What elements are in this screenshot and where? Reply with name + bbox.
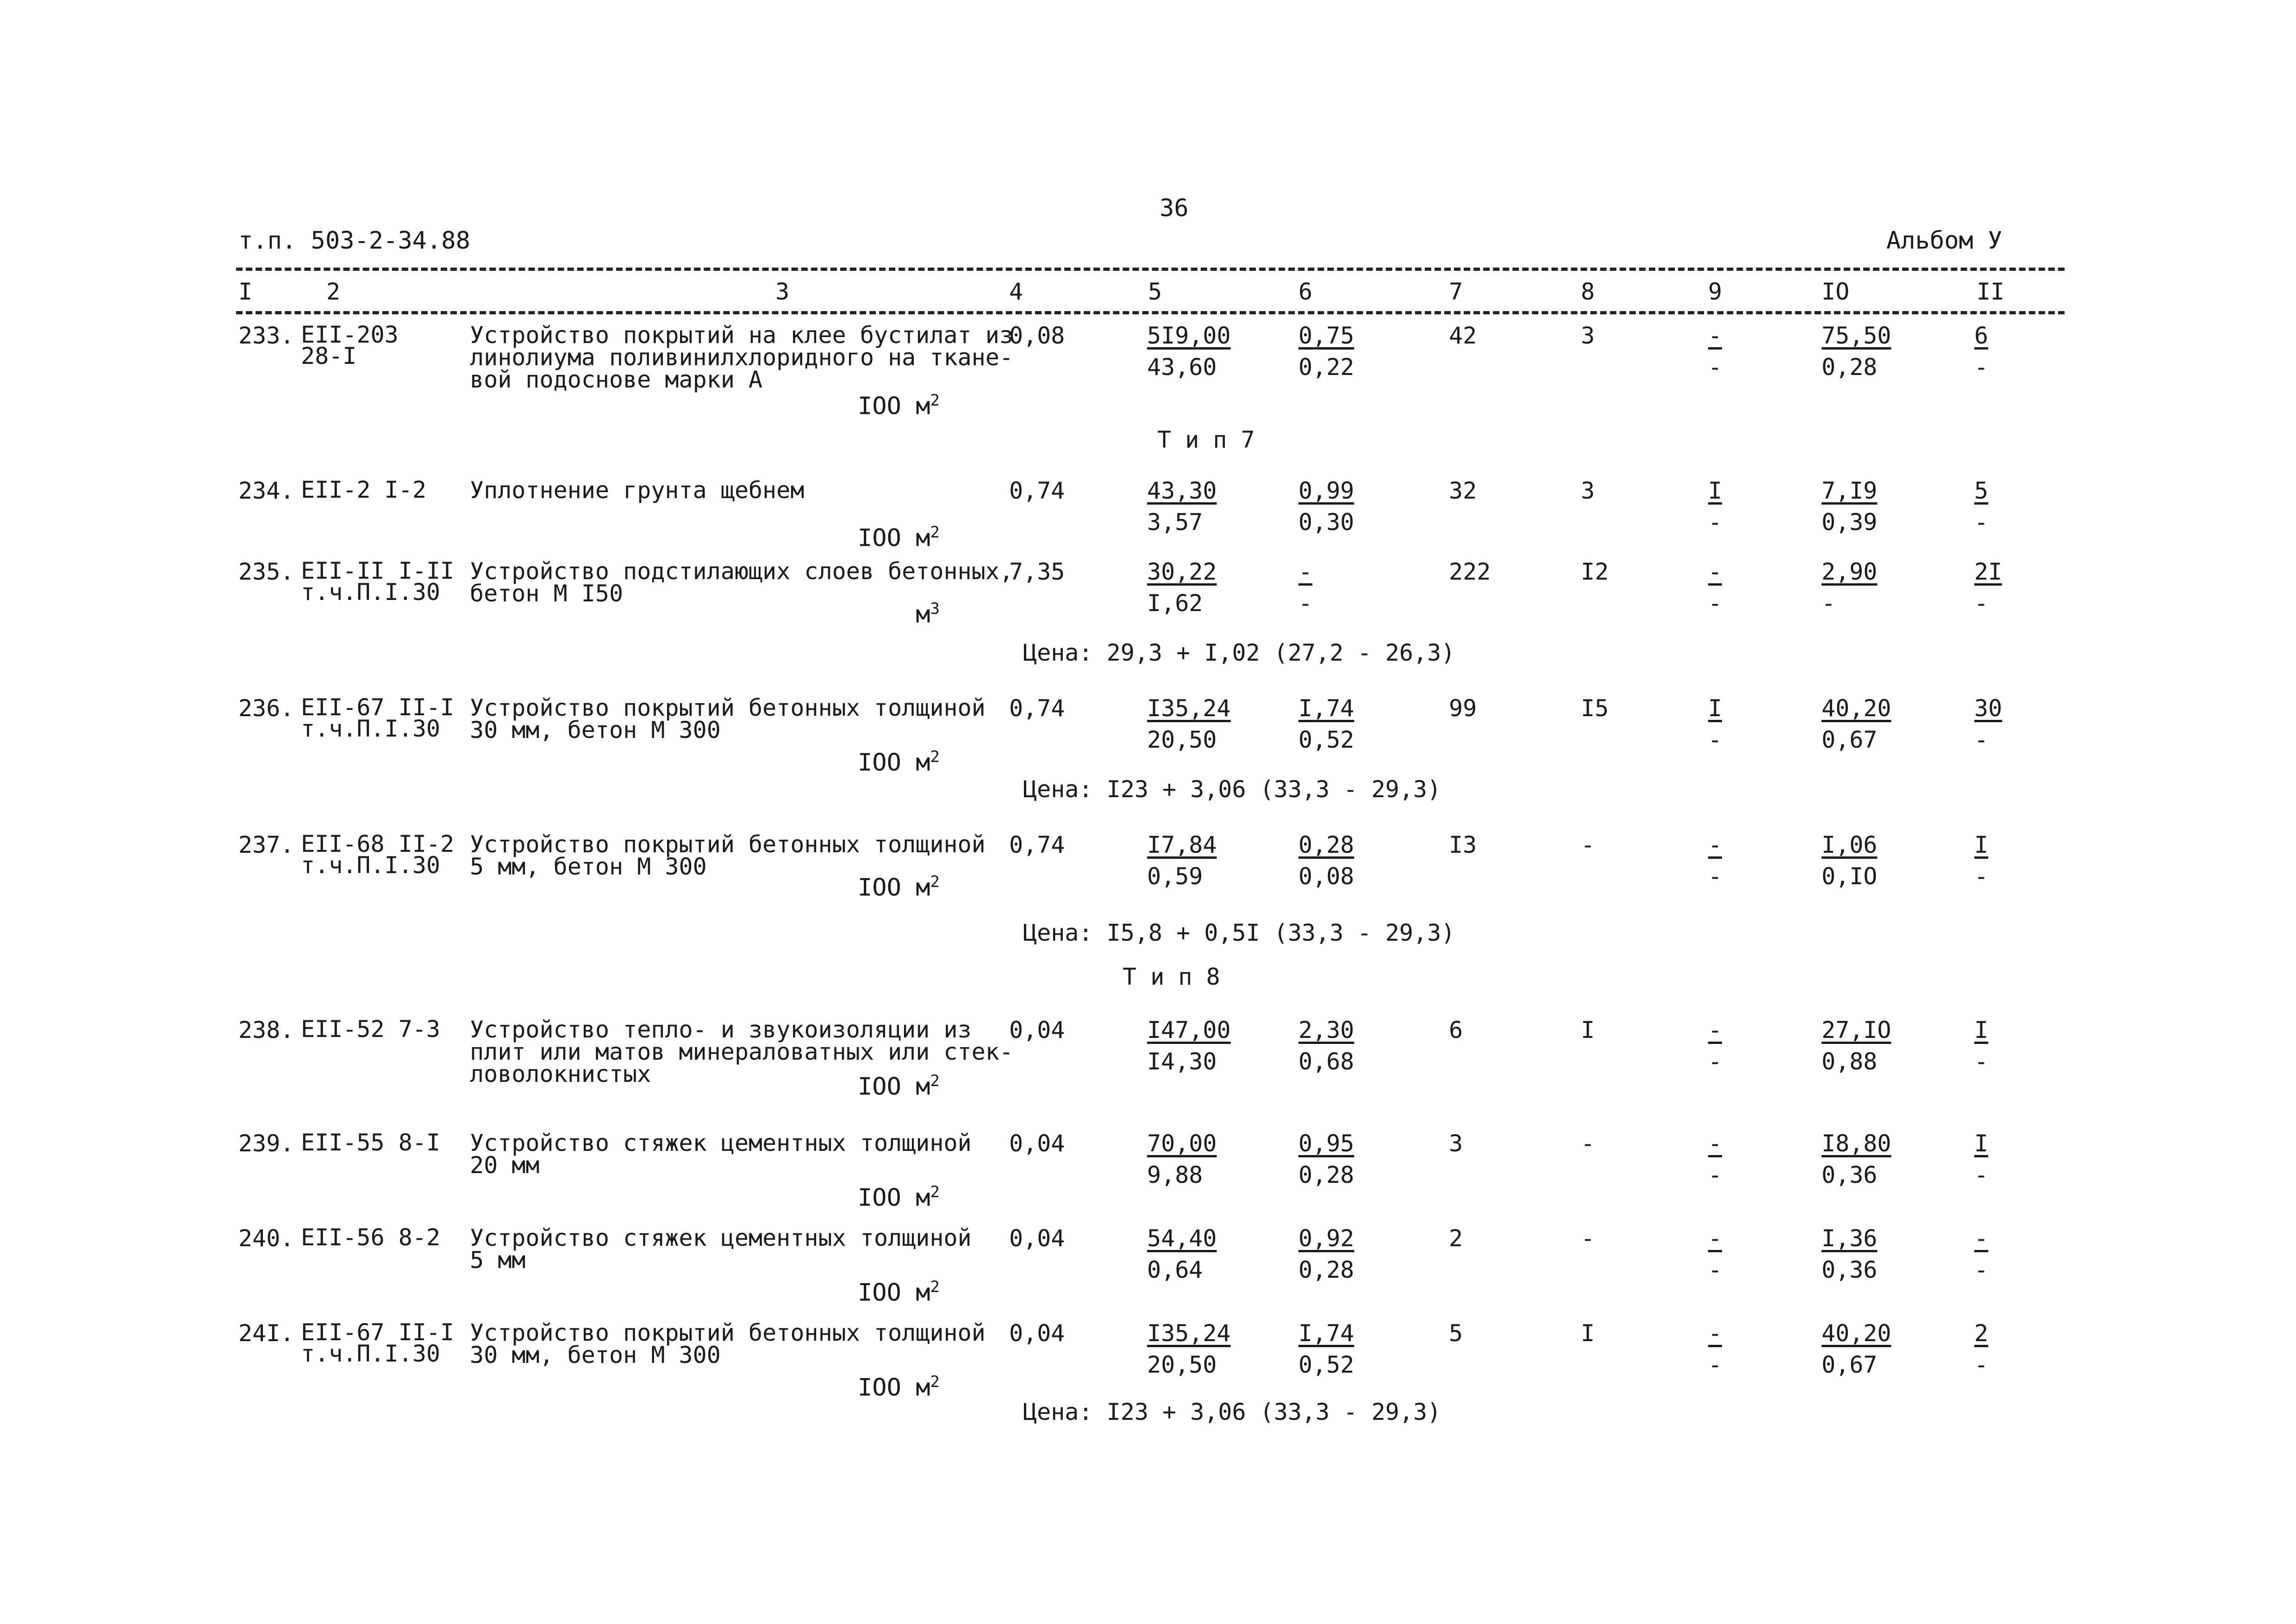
row-description: Устройство тепло- и звукоизоляции из плит или матов минераловатных или стек- ловолокнистых — [470, 1016, 1013, 1087]
row-value-col9-top: - — [1708, 1130, 1722, 1157]
row-description: Устройство стяжек цементных толщиной 20 мм — [470, 1130, 972, 1179]
column-header-4: 4 — [1009, 278, 1023, 305]
row-value-col8: - — [1581, 831, 1595, 858]
row-value-col5-top: I35,24 — [1147, 1320, 1231, 1347]
row-unit: IOO $м^2$ — [857, 748, 940, 777]
row-value-col4: 0,74 — [1009, 831, 1065, 858]
row-value-col10-top: 75,50 — [1822, 322, 1891, 349]
row-value-col9-bottom: - — [1708, 1162, 1722, 1188]
row-value-col5-bottom: 20,50 — [1147, 1351, 1217, 1378]
row-value-col4: 0,08 — [1009, 322, 1065, 349]
row-value-col10-top: I,36 — [1822, 1225, 1878, 1252]
row-value-col6-top: 0,28 — [1298, 831, 1354, 858]
row-value-col7: 32 — [1449, 477, 1477, 504]
row-value-col10-top: I,06 — [1822, 831, 1878, 858]
row-code: ЕII-55 8-I — [301, 1129, 441, 1156]
row-value-col10-bottom: 0,36 — [1822, 1162, 1878, 1188]
row-description: Устройство подстилающих слоев бетонных, бетон М I50 — [470, 558, 1013, 607]
row-value-col9-top: - — [1708, 322, 1722, 349]
row-value-col9-bottom: - — [1708, 1048, 1722, 1075]
row-value-col9-bottom: - — [1708, 863, 1722, 890]
row-unit: IOO $м^2$ — [857, 523, 940, 552]
row-value-col6-bottom: 0,22 — [1298, 354, 1354, 381]
row-value-col5-bottom: 9,88 — [1147, 1162, 1203, 1188]
row-value-col11-bottom: - — [1974, 354, 1989, 381]
row-value-col11-bottom: - — [1974, 1162, 1989, 1188]
row-value-col6-bottom: - — [1298, 590, 1313, 617]
album-label: Альбом У — [1886, 227, 2003, 255]
row-value-col6-top: I,74 — [1298, 1320, 1354, 1347]
row-value-col11-bottom: - — [1974, 1048, 1989, 1075]
row-value-col11-top: 2I — [1974, 558, 2003, 585]
row-value-col5-bottom: 0,59 — [1147, 863, 1203, 890]
row-value-col9-bottom: - — [1708, 1351, 1722, 1378]
row-value-col5-top: I35,24 — [1147, 695, 1231, 722]
column-header-5: 5 — [1148, 278, 1162, 305]
row-value-col7: 222 — [1449, 558, 1491, 585]
document-code: т.п. 503-2-34.88 — [238, 227, 470, 255]
row-value-col4: 0,04 — [1009, 1130, 1065, 1157]
row-value-col4: 0,74 — [1009, 477, 1065, 504]
row-value-col10-top: 2,90 — [1822, 558, 1878, 585]
row-value-col9-bottom: - — [1708, 509, 1722, 536]
header-rule-bottom — [236, 311, 2065, 314]
row-unit: IOO $м^2$ — [857, 391, 940, 420]
row-number: 233. — [238, 322, 294, 349]
row-value-col11-top: 2 — [1974, 1320, 1989, 1347]
row-price-note: Цена: I5,8 + 0,5I (33,3 - 29,3) — [1023, 919, 1455, 946]
row-value-col6-bottom: 0,30 — [1298, 509, 1354, 536]
row-value-col6-top: 0,99 — [1298, 477, 1354, 504]
row-value-col8: - — [1581, 1130, 1595, 1157]
row-unit: IOO $м^2$ — [857, 1072, 940, 1101]
row-value-col9-bottom: - — [1708, 726, 1722, 753]
row-value-col5-bottom: 20,50 — [1147, 726, 1217, 753]
row-value-col6-bottom: 0,28 — [1298, 1162, 1354, 1188]
row-value-col10-bottom: 0,28 — [1822, 354, 1878, 381]
row-value-col11-top: 5 — [1974, 477, 1989, 504]
row-value-col10-bottom: 0,36 — [1822, 1256, 1878, 1283]
row-value-col8: 3 — [1581, 477, 1595, 504]
row-value-col4: 0,74 — [1009, 695, 1065, 722]
row-value-col11-bottom: - — [1974, 1256, 1989, 1283]
row-value-col4: 0,04 — [1009, 1017, 1065, 1043]
row-value-col5-top: 54,40 — [1147, 1225, 1217, 1252]
column-header-2: 2 — [326, 278, 341, 305]
row-value-col6-bottom: 0,52 — [1298, 726, 1354, 753]
row-value-col9-top: I — [1708, 695, 1722, 722]
row-value-col5-bottom: 43,60 — [1147, 354, 1217, 381]
row-value-col7: 2 — [1449, 1225, 1463, 1252]
row-value-col11-bottom: - — [1974, 863, 1989, 890]
row-unit: $м^3$ — [916, 600, 940, 629]
row-code: ЕII-203 28-I — [301, 321, 399, 369]
row-value-col10-bottom: 0,67 — [1822, 726, 1878, 753]
row-value-col11-bottom: - — [1974, 509, 1989, 536]
row-value-col7: 99 — [1449, 695, 1477, 722]
row-price-note: Цена: 29,3 + I,02 (27,2 - 26,3) — [1023, 639, 1455, 666]
row-description: Устройство стяжек цементных толщиной 5 мм — [470, 1224, 972, 1274]
column-header-9: 9 — [1708, 278, 1722, 305]
row-value-col6-top: 0,92 — [1298, 1225, 1354, 1252]
column-header-7: 7 — [1449, 278, 1463, 305]
row-value-col9-top: - — [1708, 1225, 1722, 1252]
row-value-col9-top: I — [1708, 477, 1722, 504]
row-value-col6-top: 0,75 — [1298, 322, 1354, 349]
row-value-col5-bottom: 0,64 — [1147, 1256, 1203, 1283]
row-value-col6-bottom: 0,52 — [1298, 1351, 1354, 1378]
row-value-col10-bottom: 0,39 — [1822, 509, 1878, 536]
row-value-col6-top: I,74 — [1298, 695, 1354, 722]
section-title-type8: Т и п 8 — [1123, 963, 1220, 990]
row-value-col8: I2 — [1581, 558, 1609, 585]
row-value-col8: - — [1581, 1225, 1595, 1252]
row-value-col7: I3 — [1449, 831, 1477, 858]
row-value-col10-top: I8,80 — [1822, 1130, 1891, 1157]
row-value-col10-top: 40,20 — [1822, 1320, 1891, 1347]
column-header-8: 8 — [1581, 278, 1595, 305]
row-value-col9-bottom: - — [1708, 354, 1722, 381]
row-number: 237. — [238, 831, 294, 858]
row-number: 240. — [238, 1225, 294, 1252]
row-value-col11-top: I — [1974, 1130, 1989, 1157]
row-value-col10-bottom: 0,67 — [1822, 1351, 1878, 1378]
row-description: Устройство покрытий на клее бустилат из линолиума поливинилхлоридного на ткане- вой подоснове марки А — [470, 322, 1013, 393]
row-price-note: Цена: I23 + 3,06 (33,3 - 29,3) — [1023, 1399, 1441, 1425]
row-value-col11-top: - — [1974, 1225, 1989, 1252]
row-value-col11-top: I — [1974, 831, 1989, 858]
row-value-col7: 42 — [1449, 322, 1477, 349]
row-number: 239. — [238, 1130, 294, 1157]
row-value-col6-bottom: 0,28 — [1298, 1256, 1354, 1283]
row-value-col9-bottom: - — [1708, 590, 1722, 617]
row-code: ЕII-67 II-I т.ч.П.I.30 — [301, 694, 455, 742]
row-value-col4: 7,35 — [1009, 558, 1065, 585]
row-description: Уплотнение грунта щебнем — [470, 477, 805, 504]
row-code: ЕII-2 I-2 — [301, 476, 426, 503]
row-value-col8: I — [1581, 1320, 1595, 1347]
row-value-col5-top: 43,30 — [1147, 477, 1217, 504]
row-description: Устройство покрытий бетонных толщиной 30 мм, бетон М 300 — [470, 694, 986, 743]
row-value-col6-bottom: 0,08 — [1298, 863, 1354, 890]
row-value-col11-top: 30 — [1974, 695, 2003, 722]
row-value-col6-bottom: 0,68 — [1298, 1048, 1354, 1075]
row-value-col5-bottom: I4,30 — [1147, 1048, 1217, 1075]
row-value-col5-top: 30,22 — [1147, 558, 1217, 585]
section-title-type7: Т и п 7 — [1157, 426, 1255, 453]
row-value-col9-top: - — [1708, 558, 1722, 585]
row-value-col10-bottom: 0,88 — [1822, 1048, 1878, 1075]
row-code: ЕII-II I-II т.ч.П.I.30 — [301, 557, 455, 606]
row-value-col9-top: - — [1708, 1320, 1722, 1347]
column-header-10: IO — [1822, 278, 1850, 305]
header-rule-top — [236, 268, 2065, 271]
row-value-col5-top: I47,00 — [1147, 1017, 1231, 1043]
row-value-col8: I — [1581, 1017, 1595, 1043]
row-unit: IOO $м^2$ — [857, 1183, 940, 1212]
row-value-col5-top: 5I9,00 — [1147, 322, 1231, 349]
row-value-col5-top: 70,00 — [1147, 1130, 1217, 1157]
row-description: Устройство покрытий бетонных толщиной 30 мм, бетон М 300 — [470, 1319, 986, 1368]
row-code: ЕII-68 II-2 т.ч.П.I.30 — [301, 831, 455, 879]
row-code: ЕII-67 II-I т.ч.П.I.30 — [301, 1319, 455, 1367]
column-header-3: 3 — [775, 278, 790, 305]
row-unit: IOO $м^2$ — [857, 1373, 940, 1402]
row-number: 235. — [238, 558, 294, 585]
row-value-col6-top: 2,30 — [1298, 1017, 1354, 1043]
column-header-11: II — [1977, 278, 2005, 305]
column-header-6: 6 — [1298, 278, 1313, 305]
row-value-col11-bottom: - — [1974, 590, 1989, 617]
row-value-col11-top: I — [1974, 1017, 1989, 1043]
row-value-col8: 3 — [1581, 322, 1595, 349]
row-value-col10-top: 27,IO — [1822, 1017, 1891, 1043]
row-value-col10-bottom: 0,IO — [1822, 863, 1878, 890]
row-value-col11-bottom: - — [1974, 1351, 1989, 1378]
row-value-col11-bottom: - — [1974, 726, 1989, 753]
row-code: ЕII-56 8-2 — [301, 1224, 441, 1251]
row-value-col9-top: - — [1708, 1017, 1722, 1043]
row-value-col7: 3 — [1449, 1130, 1463, 1157]
row-value-col9-bottom: - — [1708, 1256, 1722, 1283]
row-value-col10-top: 40,20 — [1822, 695, 1891, 722]
row-value-col5-bottom: I,62 — [1147, 590, 1203, 617]
row-value-col4: 0,04 — [1009, 1320, 1065, 1347]
row-unit: IOO $м^2$ — [857, 873, 940, 902]
row-value-col7: 5 — [1449, 1320, 1463, 1347]
row-value-col4: 0,04 — [1009, 1225, 1065, 1252]
row-number: 234. — [238, 477, 294, 504]
row-value-col11-top: 6 — [1974, 322, 1989, 349]
row-value-col8: I5 — [1581, 695, 1609, 722]
row-value-col5-top: I7,84 — [1147, 831, 1217, 858]
row-price-note: Цена: I23 + 3,06 (33,3 - 29,3) — [1023, 776, 1441, 803]
row-number: 24I. — [238, 1320, 294, 1347]
row-value-col6-top: 0,95 — [1298, 1130, 1354, 1157]
row-code: ЕII-52 7-3 — [301, 1016, 441, 1043]
row-number: 238. — [238, 1017, 294, 1043]
row-value-col10-top: 7,I9 — [1822, 477, 1878, 504]
row-number: 236. — [238, 695, 294, 722]
row-value-col9-top: - — [1708, 831, 1722, 858]
page-number: 36 — [1160, 194, 1189, 222]
row-value-col10-bottom: - — [1822, 590, 1836, 617]
row-value-col5-bottom: 3,57 — [1147, 509, 1203, 536]
row-description: Устройство покрытий бетонных толщиной 5 мм, бетон М 300 — [470, 831, 986, 880]
row-unit: IOO $м^2$ — [857, 1278, 940, 1307]
row-value-col6-top: - — [1298, 558, 1313, 585]
row-value-col7: 6 — [1449, 1017, 1463, 1043]
column-header-1: I — [238, 278, 253, 305]
